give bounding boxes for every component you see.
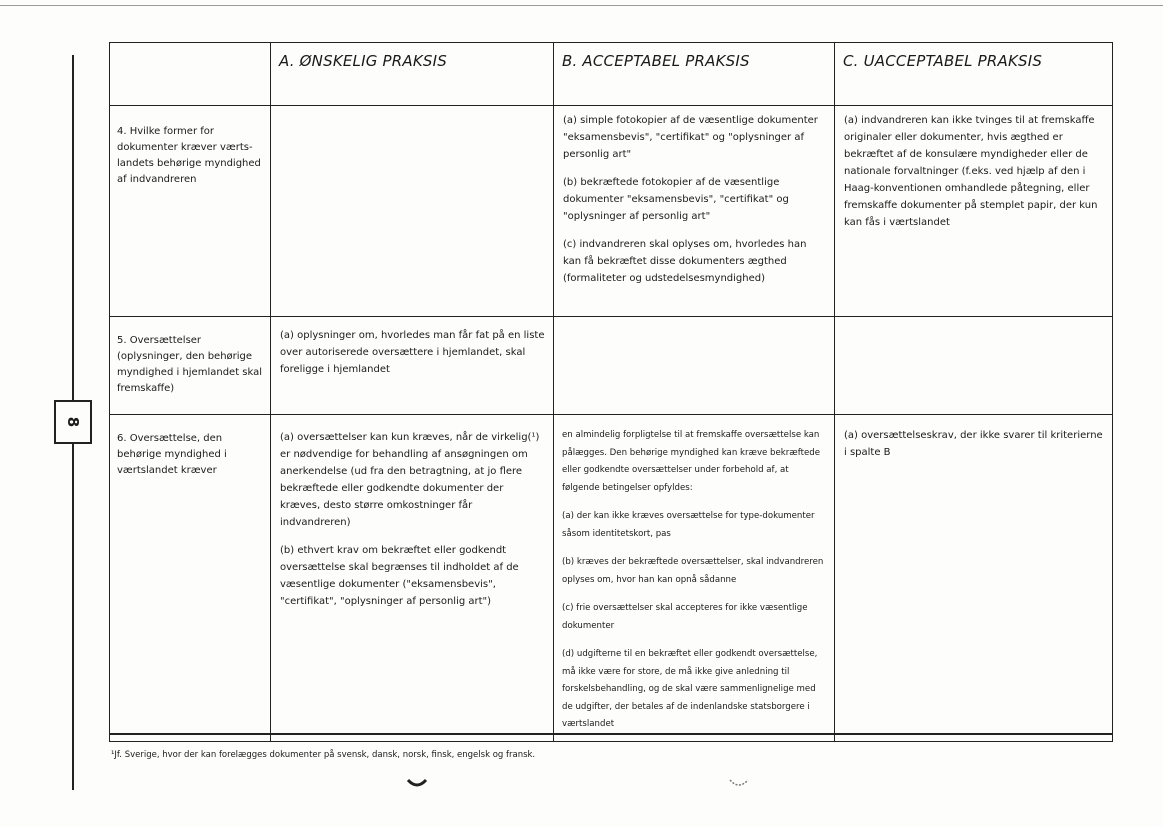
cell-b	[554, 415, 835, 742]
row-label-text: 4. Hvilke former for dokumenter kræver værts-landets behørige myndighed af indvandreren	[117, 126, 261, 185]
practice-table	[109, 42, 1113, 742]
cell-item: (b) bekræftede fotokopier af de væsentlige dokumenter "eksamensbevis", "certifikat" og "oplysninger af personlig art"	[563, 177, 789, 222]
cell-item: (a) oplysninger om, hvorledes man får fat på en liste over autoriserede oversættere i hjemlandet, skal foreligge i hjemlandet	[280, 330, 545, 375]
header-unacceptable-practice: C. UACCEPTABEL PRAKSIS	[835, 43, 1113, 106]
row-label-text: 6. Oversættelse, den behørige myndighed i værtslandet kræver	[117, 433, 227, 476]
page-number: 8	[64, 416, 82, 428]
row-label	[110, 106, 271, 317]
cell-item: (a) oversættelseskrav, der ikke svarer til kriterierne i spalte B	[844, 430, 1103, 458]
cell-item: (a) indvandreren kan ikke tvinges til at fremskaffe originaler eller dokumenter, hvis ægthed er bekræftet af de konsulære myndigheder eller de nationale forvaltninger (f.eks. ved hjælp af den i Haag-konventionen omhandlede påtegning, eller fremskaffe dokumenter på stemplet papir, der kun kan fås i værtslandet	[844, 115, 1098, 228]
cell-c	[835, 415, 1113, 742]
header-empty	[110, 43, 271, 106]
cell-c	[835, 317, 1113, 415]
cell-item: (c) indvandreren skal oplyses om, hvorledes han kan få bekræftet disse dokumenters ægthed (formaliteter og udstedelsesmyndighed)	[563, 239, 807, 284]
row-label-text: 5. Oversættelser (oplysninger, den behørige myndighed i hjemlandet skal fremskaffe)	[117, 335, 263, 394]
cell-item: (c) frie oversættelser skal accepteres for ikke væsentlige dokumenter	[562, 603, 808, 631]
row-label	[110, 415, 271, 742]
header-acceptable-practice: B. ACCEPTABEL PRAKSIS	[554, 43, 835, 106]
cell-item: en almindelig forpligtelse til at fremskaffe oversættelse kan pålægges. Den behørige myndighed kan kræve bekræftede eller godkendte oversættelser under forbehold af, at følgende betingelser opfyldes:	[562, 430, 821, 493]
cell-item: (d) udgifterne til en bekræftet eller godkendt oversættelse, må ikke være for store, de må ikke give anledning til forskelsbehandling, og de skal være sammenlignelige med de udgifter, der betales af de indenlandske statsborgere i værtslandet	[562, 649, 818, 729]
cell-item: (b) kræves der bekræftede oversættelser, skal indvandreren oplyses om, hvor han kan opnå sådanne	[562, 557, 824, 585]
table-row	[110, 106, 1113, 317]
header-row	[110, 43, 1113, 106]
cell-b	[554, 317, 835, 415]
cell-item: (a) der kan ikke kræves oversættelse for type-dokumenter såsom identitetskort, pas	[562, 511, 815, 539]
page-number-box	[54, 400, 92, 444]
cell-item: (a) oversættelser kan kun kræves, når de virkelig(¹) er nødvendige for behandling af ansøgningen om anerkendelse (ud fra den betragtning, at jo flere bekræftede eller godkendte dokumenter der kræves, desto større omkostninger får indvandreren)	[280, 432, 540, 528]
cell-item: (a) simple fotokopier af de væsentlige dokumenter "eksamensbevis", "certifikat" og "oplysninger af personlig art"	[563, 115, 818, 160]
cell-c	[835, 106, 1113, 317]
table-row	[110, 317, 1113, 415]
cell-a	[271, 415, 554, 742]
cell-b	[554, 106, 835, 317]
top-edge-line	[0, 5, 1163, 6]
punch-hole-mark-icon	[728, 778, 750, 790]
punch-hole-mark-icon	[406, 778, 428, 790]
cell-a	[271, 317, 554, 415]
row-label	[110, 317, 271, 415]
footnote: ¹Jf. Sverige, hvor der kan forelægges dokumenter på svensk, dansk, norsk, finsk, engelsk og fransk.	[111, 750, 536, 760]
cell-a	[271, 106, 554, 317]
header-desirable-practice: A. ØNSKELIG PRAKSIS	[271, 43, 554, 106]
cell-item: (b) ethvert krav om bekræftet eller godkendt oversættelse skal begrænses til indholdet af de væsentlige dokumenter ("eksamensbevis", "certifikat", "oplysninger af personlig art")	[280, 545, 519, 607]
footnote-rule	[110, 733, 1113, 735]
table-row	[110, 415, 1113, 742]
